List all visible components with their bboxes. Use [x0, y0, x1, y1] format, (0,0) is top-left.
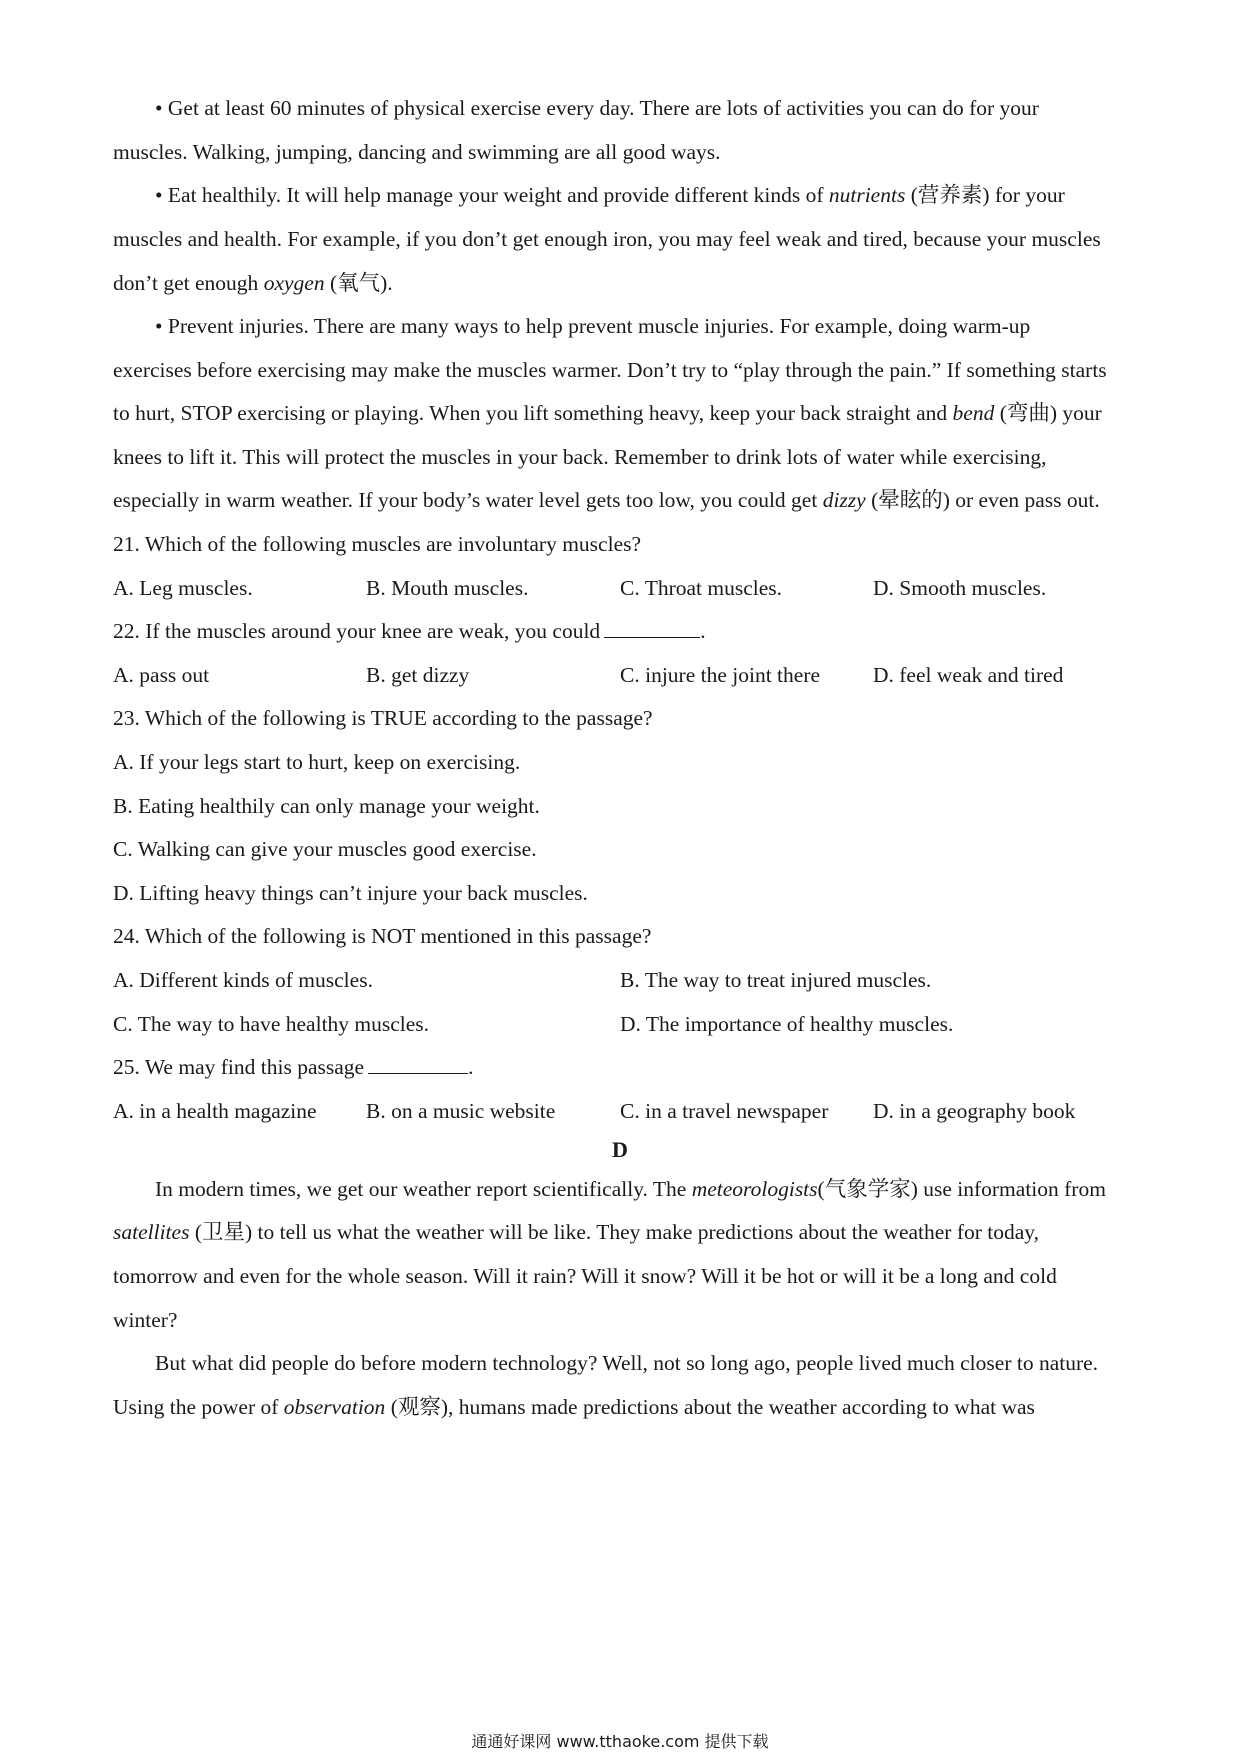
- term-observation: observation: [283, 1395, 386, 1419]
- bullet-prevent-line-2: exercises before exercising may make the muscles warmer. Don’t try to “play through the pain.” If something starts: [113, 358, 1107, 382]
- q21-option-b: B. Mouth muscles.: [366, 576, 529, 600]
- bullet-eat-line-1: • Eat healthily. It will help manage your weight and provide different kinds of nutrients (营养素) for your: [155, 183, 1065, 207]
- term-bend: bend: [952, 401, 995, 425]
- q22-option-c: C. injure the joint there: [620, 663, 821, 687]
- q25-option-c: C. in a travel newspaper: [620, 1099, 829, 1123]
- q24-option-c: C. The way to have healthy muscles.: [113, 1012, 430, 1036]
- q22-option-a: A. pass out: [113, 663, 210, 687]
- bullet-eat-line-2: muscles and health. For example, if you don’t get enough iron, you may feel weak and tired, because your muscles: [113, 227, 1101, 251]
- passage-d-p1-line-1: In modern times, we get our weather report scientifically. The meteorologists(气象学家) use information from: [155, 1177, 1106, 1201]
- q22-option-d: D. feel weak and tired: [873, 663, 1064, 687]
- question-24: 24. Which of the following is NOT mentioned in this passage?: [113, 924, 652, 948]
- question-22: 22. If the muscles around your knee are weak, you could .: [113, 619, 706, 643]
- q21-option-a: A. Leg muscles.: [113, 576, 253, 600]
- passage-d-p2-line-1: But what did people do before modern technology? Well, not so long ago, people lived much closer to nature.: [155, 1351, 1099, 1375]
- bullet-prevent-line-3: to hurt, STOP exercising or playing. When you lift something heavy, keep your back straight and bend (弯曲) your: [113, 401, 1102, 425]
- q24-option-d: D. The importance of healthy muscles.: [620, 1012, 954, 1036]
- passage-d-p1-line-3: tomorrow and even for the whole season. Will it rain? Will it snow? Will it be hot or will it be a long and cold: [113, 1264, 1057, 1288]
- q22-option-b: B. get dizzy: [366, 663, 470, 687]
- question-23: 23. Which of the following is TRUE according to the passage?: [113, 706, 653, 730]
- term-meteorologists: meteorologists: [691, 1177, 818, 1201]
- q23-option-a: A. If your legs start to hurt, keep on exercising.: [113, 750, 521, 774]
- bullet-exercise-line-2: muscles. Walking, jumping, dancing and swimming are all good ways.: [113, 140, 721, 164]
- bullet-exercise-line-1: • Get at least 60 minutes of physical exercise every day. There are lots of activities you can do for your: [155, 96, 1039, 120]
- passage-d-p1-line-4: winter?: [113, 1308, 178, 1332]
- q24-option-b: B. The way to treat injured muscles.: [620, 968, 932, 992]
- term-oxygen: oxygen: [263, 271, 325, 295]
- section-heading: D: [612, 1137, 628, 1162]
- q25-option-b: B. on a music website: [366, 1099, 556, 1123]
- q21-option-d: D. Smooth muscles.: [873, 576, 1047, 600]
- q25-option-d: D. in a geography book: [873, 1099, 1076, 1123]
- question-21: 21. Which of the following muscles are involuntary muscles?: [113, 532, 642, 556]
- q23-option-b: B. Eating healthily can only manage your weight.: [113, 794, 540, 818]
- question-25: 25. We may find this passage .: [113, 1055, 474, 1079]
- term-nutrients: nutrients: [828, 183, 906, 207]
- q21-option-c: C. Throat muscles.: [620, 576, 783, 600]
- passage-d-p1-line-2: satellites (卫星) to tell us what the weather will be like. They make predictions about the weather for today,: [113, 1220, 1040, 1244]
- q25-option-a: A. in a health magazine: [113, 1099, 317, 1123]
- answer-blank: [368, 1055, 468, 1074]
- bullet-prevent-line-4: knees to lift it. This will protect the muscles in your back. Remember to drink lots of water while exercising,: [113, 445, 1047, 469]
- term-satellites: satellites: [113, 1220, 190, 1244]
- bullet-prevent-line-1: • Prevent injuries. There are many ways to help prevent muscle injuries. For example, doing warm-up: [155, 314, 1031, 338]
- q23-option-c: C. Walking can give your muscles good exercise.: [113, 837, 537, 861]
- term-dizzy: dizzy: [822, 488, 866, 512]
- q23-option-d: D. Lifting heavy things can’t injure your back muscles.: [113, 881, 588, 905]
- answer-blank: [604, 619, 700, 638]
- bullet-prevent-line-5: especially in warm weather. If your body’s water level gets too low, you could get dizzy (晕眩的) or even pass out.: [113, 488, 1100, 512]
- bullet-eat-line-3: don’t get enough oxygen (氧气).: [113, 271, 393, 295]
- page-footer: 通通好课网 www.tthaoke.com 提供下载: [471, 1732, 769, 1751]
- q24-option-a: A. Different kinds of muscles.: [113, 968, 373, 992]
- passage-d-p2-line-2: Using the power of observation (观察), humans made predictions about the weather according to what was: [113, 1395, 1035, 1419]
